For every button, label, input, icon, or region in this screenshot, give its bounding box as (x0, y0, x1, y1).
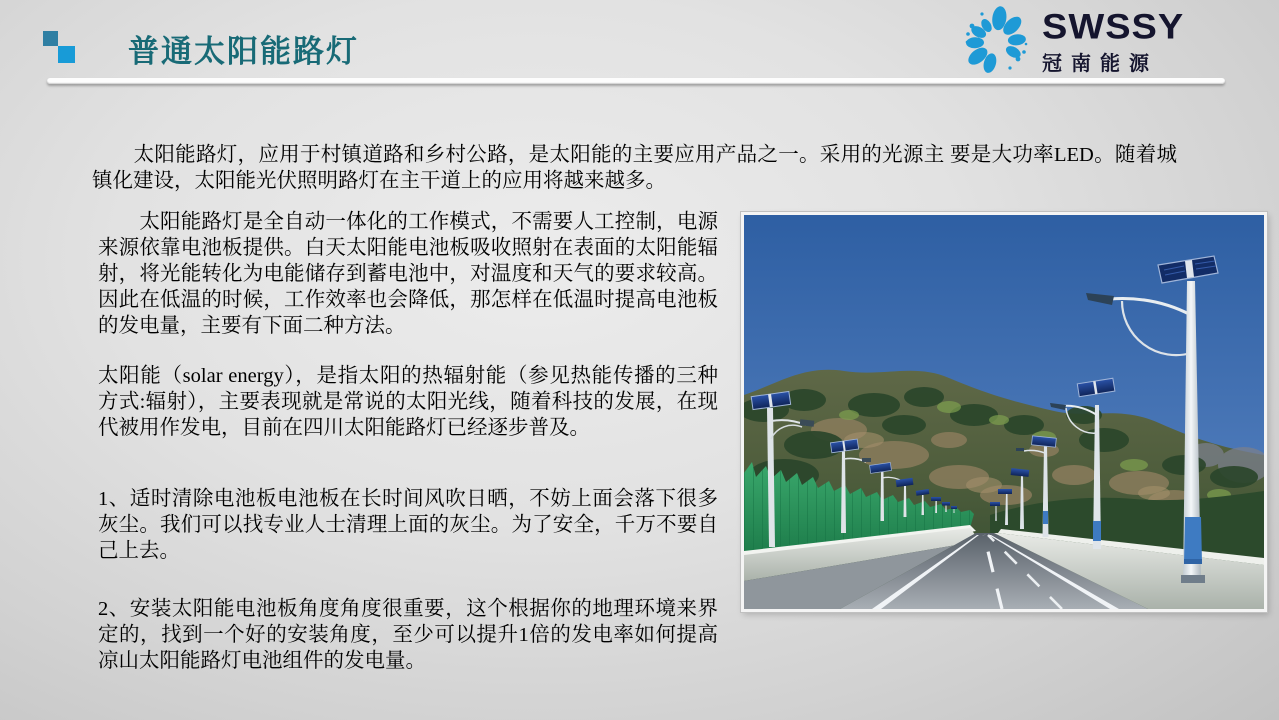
brand-logo (958, 4, 1184, 80)
body-paragraph-1: 太阳能路灯是全自动一体化的工作模式，不需要人工控制，电源来源依靠电池板提供。白天太阳能电池板吸收照射在表面的太阳能辐射，将光能转化为电能储存到蓄电池中，对温度和天气的要求较高。因此在低温的时候，工作效率也会降低，那怎样在低温时提高电池板的发电量，主要有下面二种方法。 (98, 211, 718, 337)
body-paragraph-3: 1、适时清除电池板电池板在长时间风吹日晒，不妨上面会落下很多灰尘。我们可以找专业人士清理上面的灰尘。为了安全，千万不要自己上去。 (98, 488, 718, 562)
decor-square-dark (43, 31, 58, 46)
brand-name: SWSSY (1042, 8, 1185, 47)
decor-square-light (58, 46, 75, 63)
body-paragraph-4: 2、安装太阳能电池板角度角度很重要，这个根据你的地理环境来界定的，找到一个好的安装角度，至少可以提升1倍的发电率如何提高凉山太阳能路灯电池组件的发电量。 (98, 598, 718, 672)
intro-paragraph: 太阳能路灯，应用于村镇道路和乡村公路，是太阳能的主要应用产品之一。采用的光源主 要是大功率LED。随着城镇化建设，太阳能光伏照明路灯在主干道上的应用将越来越多。 (92, 144, 1177, 192)
highway-photo (741, 212, 1267, 612)
page-title: 普通太阳能路灯 (128, 34, 359, 69)
highway-photo-graphic (744, 215, 1264, 609)
droplet-pinwheel-icon (958, 4, 1034, 80)
company-name: 冠南能源 (1042, 53, 1158, 75)
body-paragraph-2: 太阳能（solar energy），是指太阳的热辐射能（参见热能传播的三种方式:辐射），主要表现就是常说的太阳光线，随着科技的发展，在现代被用作发电，目前在四川太阳能路灯已经逐步普及。 (98, 365, 718, 439)
